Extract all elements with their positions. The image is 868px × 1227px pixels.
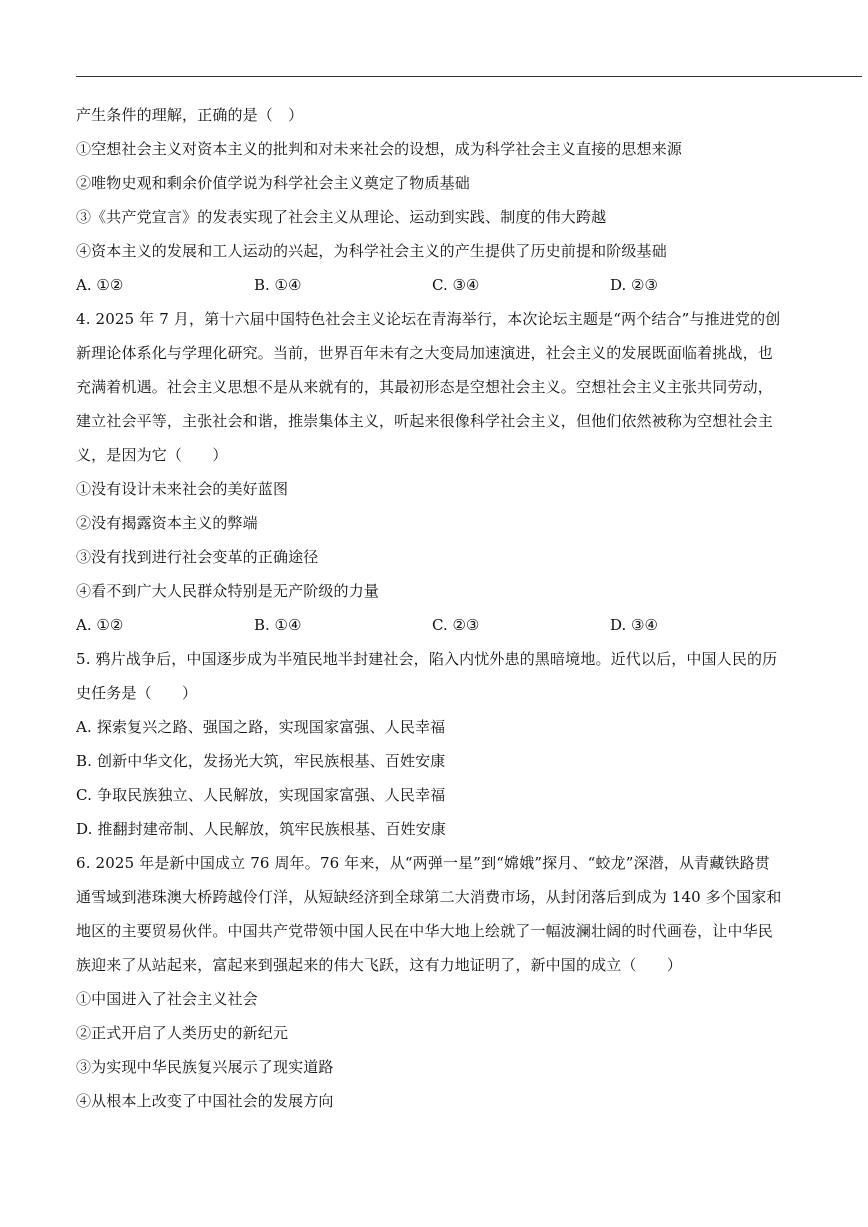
q6-stem-line-1: 6. 2025 年是新中国成立 76 周年。76 年来，从“两弹一星”到“嫦娥”探月、“蛟龙”深潜，从青藏铁路贯 — [76, 854, 770, 872]
q6-stem-line-3: 地区的主要贸易伙伴。中国共产党带领中国人民在中华大地上绘就了一幅波澜壮阔的时代画卷，让中华民 — [76, 922, 773, 940]
header-rule — [76, 76, 862, 77]
q4-stem-line-2: 新理论体系化与学理化研究。当前，世界百年未有之大变局加速演进，社会主义的发展既面临着挑战，也 — [76, 344, 773, 362]
q4-options — [76, 614, 792, 648]
q5-choice-d: D. 推翻封建帝制、人民解放，筑牢民族根基、百姓安康 — [76, 820, 446, 838]
q3-statement-2: ②唯物史观和剩余价值学说为科学社会主义奠定了物质基础 — [76, 174, 470, 192]
q3-stem-tail: 产生条件的理解，正确的是（ ） — [76, 106, 304, 124]
q4-statement-2: ②没有揭露资本主义的弊端 — [76, 514, 258, 532]
q4-option-c: C. ②③ — [432, 616, 480, 634]
q4-statement-4: ④看不到广大人民群众特别是无产阶级的力量 — [76, 582, 380, 600]
q3-option-a: A. ①② — [76, 276, 124, 294]
q4-stem-line-5: 义，是因为它（ ） — [76, 446, 228, 464]
q4-stem-line-3: 充满着机遇。社会主义思想不是从来就有的，其最初形态是空想社会主义。空想社会主义主张共同劳动， — [76, 378, 773, 396]
q3-statement-3: ③《共产党宣言》的发表实现了社会主义从理论、运动到实践、制度的伟大跨越 — [76, 208, 607, 226]
q6-stem-line-2: 通雪域到港珠澳大桥跨越伶仃洋，从短缺经济到全球第二大消费市场，从封闭落后到成为 140 多个国家和 — [76, 888, 782, 906]
q5-choice-c: C. 争取民族独立、人民解放，实现国家富强、人民幸福 — [76, 786, 446, 804]
q5-stem-line-2: 史任务是（ ） — [76, 684, 198, 702]
q4-stem-line-4: 建立社会平等，主张社会和谐，推崇集体主义，听起来很像科学社会主义，但他们依然被称为空想社会主 — [76, 412, 773, 430]
q3-option-b: B. ①④ — [254, 276, 302, 294]
q4-stem-line-1: 4. 2025 年 7 月，第十六届中国特色社会主义论坛在青海举行，本次论坛主题是“两个结合”与推进党的创 — [76, 310, 781, 328]
q3-option-d: D. ②③ — [610, 276, 658, 294]
q6-statement-2: ②正式开启了人类历史的新纪元 — [76, 1024, 289, 1042]
q4-option-a: A. ①② — [76, 616, 124, 634]
q6-statement-3: ③为实现中华民族复兴展示了现实道路 — [76, 1058, 334, 1076]
q3-options — [76, 274, 792, 308]
q3-option-c: C. ③④ — [432, 276, 480, 294]
q5-choice-b: B. 创新中华文化，发扬光大筑，牢民族根基、百姓安康 — [76, 752, 446, 770]
q5-choice-a: A. 探索复兴之路、强国之路，实现国家富强、人民幸福 — [76, 718, 446, 736]
q4-statement-1: ①没有设计未来社会的美好蓝图 — [76, 480, 289, 498]
q5-stem-line-1: 5. 鸦片战争后，中国逐步成为半殖民地半封建社会，陷入内忧外患的黑暗境地。近代以后，中国人民的历 — [76, 650, 778, 668]
q3-statement-1: ①空想社会主义对资本主义的批判和对未来社会的设想，成为科学社会主义直接的思想来源 — [76, 140, 683, 158]
q4-option-b: B. ①④ — [254, 616, 302, 634]
q4-statement-3: ③没有找到进行社会变革的正确途径 — [76, 548, 319, 566]
q6-stem-line-4: 族迎来了从站起来，富起来到强起来的伟大飞跃，这有力地证明了，新中国的成立（ ） — [76, 956, 683, 974]
q3-statement-4: ④资本主义的发展和工人运动的兴起，为科学社会主义的产生提供了历史前提和阶级基础 — [76, 242, 667, 260]
q6-statement-4: ④从根本上改变了中国社会的发展方向 — [76, 1092, 334, 1110]
document-body — [76, 104, 792, 1124]
q6-statement-1: ①中国进入了社会主义社会 — [76, 990, 258, 1008]
q4-option-d: D. ③④ — [610, 616, 658, 634]
